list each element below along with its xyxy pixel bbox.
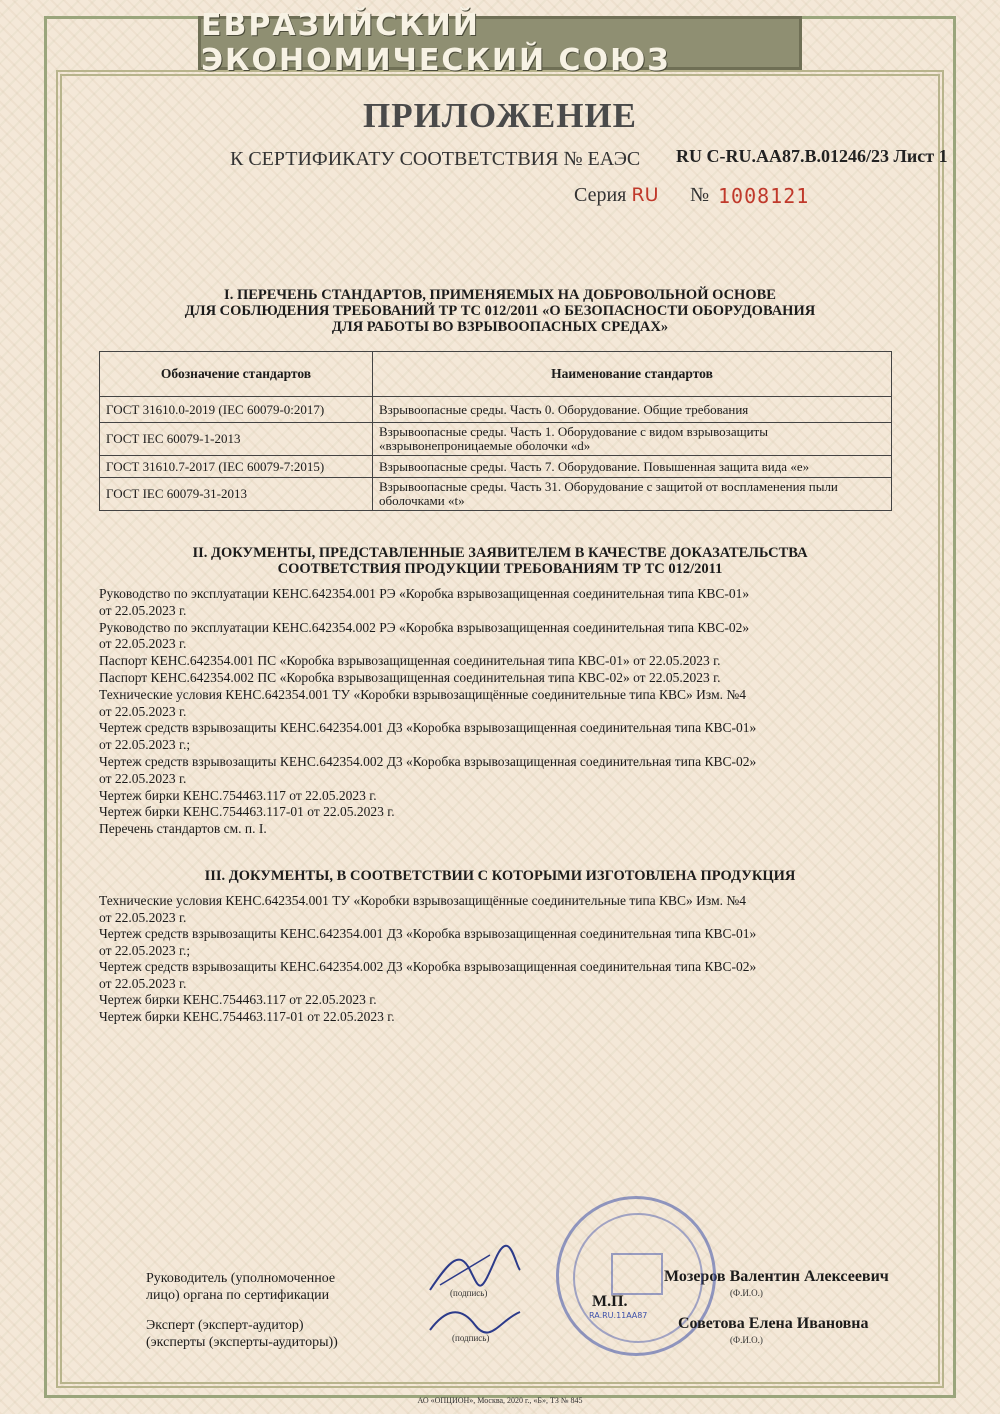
head-label-line1: Руководитель (уполномоченное <box>146 1271 336 1286</box>
header-designation: Обозначение стандартов <box>100 352 373 397</box>
table-cell-name: Взрывоопасные среды. Часть 0. Оборудование. Общие требования <box>373 397 892 423</box>
expert-label-line1: Эксперт (эксперт-аудитор) <box>146 1318 304 1333</box>
series-label: Серия <box>574 184 627 206</box>
document-line: Технические условия КЕНС.642354.001 ТУ «Коробки взрывозащищённые соединительные типа КВС» Изм. №4 <box>99 686 746 702</box>
expert-sign-caption: (подпись) <box>452 1333 490 1343</box>
table-header-row <box>100 352 892 397</box>
document-line: Чертеж средств взрывозащиты КЕНС.642354.001 Д3 «Коробка взрывозащищенная соединительная типа КВС-01» <box>99 926 757 941</box>
section2-title-line1: II. ДОКУМЕНТЫ, ПРЕДСТАВЛЕННЫЕ ЗАЯВИТЕЛЕМ В КАЧЕСТВЕ ДОКАЗАТЕЛЬСТВА <box>192 545 808 561</box>
table-cell-designation: ГОСТ 31610.7-2017 (IEC 60079-7:2015) <box>100 456 373 478</box>
eaeu-banner <box>198 8 802 78</box>
document-line: Чертеж бирки КЕНС.754463.117 от 22.05.2023 г. <box>99 787 377 803</box>
table-cell-designation: ГОСТ IEC 60079-1-2013 <box>100 423 373 456</box>
document-line: Чертеж бирки КЕНС.754463.117-01 от 22.05.2023 г. <box>99 804 395 820</box>
seal-text: RA.RU.11АА87 <box>589 1311 648 1320</box>
head-fio-caption: (Ф.И.О.) <box>730 1288 763 1298</box>
document-line: от 22.05.2023 г. <box>99 703 187 719</box>
table-cell-name: Взрывоопасные среды. Часть 7. Оборудование. Повышенная защита вида «e» <box>373 456 892 478</box>
table-row <box>100 397 892 423</box>
section3-title: III. ДОКУМЕНТЫ, В СООТВЕТСТВИИ С КОТОРЫМИ ИЗГОТОВЛЕНА ПРОДУКЦИЯ <box>204 868 796 884</box>
printer-footer: АО «ОПЦИОН», Москва, 2020 г., «Б», ТЗ № 845 <box>417 1396 583 1405</box>
document-line: Чертеж средств взрывозащиты КЕНС.642354.001 Д3 «Коробка взрывозащищенная соединительная типа КВС-01» <box>99 720 757 736</box>
document-line: Руководство по эксплуатации КЕНС.642354.002 РЭ «Коробка взрывозащищенная соединительная типа КВС-02» <box>99 619 750 635</box>
document-line: Технические условия КЕНС.642354.001 ТУ «Коробки взрывозащищённые соединительные типа КВС» Изм. №4 <box>99 893 746 908</box>
table-cell-name: Взрывоопасные среды. Часть 1. Оборудование с видом взрывозащиты «взрывонепроницаемые оболочки «d» <box>373 423 892 456</box>
table-row <box>100 456 892 478</box>
document-line: от 22.05.2023 г. <box>99 909 187 925</box>
document-line: Чертеж бирки КЕНС.754463.117 от 22.05.2023 г. <box>99 992 377 1007</box>
banner-text: ЕВРАЗИЙСКИЙ ЭКОНОМИЧЕСКИЙ СОЮЗ <box>201 8 671 78</box>
document-line: Паспорт КЕНС.642354.001 ПС «Коробка взрывозащищенная соединительная типа КВС-01» от 22.05.2023 г. <box>99 653 721 669</box>
document-line: Чертеж средств взрывозащиты КЕНС.642354.002 Д3 «Коробка взрывозащищенная соединительная типа КВС-02» <box>99 959 757 974</box>
page-title: ПРИЛОЖЕНИЕ <box>362 96 637 135</box>
document-line: Перечень стандартов см. п. I. <box>99 821 267 837</box>
expert-name: Советова Елена Ивановна <box>678 1315 869 1332</box>
series-value: RU <box>631 184 659 206</box>
document-line: Чертеж бирки КЕНС.754463.117-01 от 22.05.2023 г. <box>99 1008 395 1024</box>
series <box>574 184 658 207</box>
document-line: Паспорт КЕНС.642354.002 ПС «Коробка взрывозащищенная соединительная типа КВС-02» от 22.05.2023 г. <box>99 670 721 685</box>
section2-title-line2: СООТВЕТСТВИЯ ПРОДУКЦИИ ТРЕБОВАНИЯМ ТР ТС 012/2011 <box>277 561 723 577</box>
document-line: от 22.05.2023 г.; <box>99 737 191 753</box>
document-line: Руководство по эксплуатации КЕНС.642354.001 РЭ «Коробка взрывозащищенная соединительная типа КВС-01» <box>99 586 750 601</box>
cert-prefix: К СЕРТИФИКАТУ СООТВЕТСТВИЯ № ЕАЭС <box>230 148 641 170</box>
document-line: от 22.05.2023 г.; <box>99 942 191 958</box>
table-cell-designation: ГОСТ IEC 60079-31-2013 <box>100 478 373 511</box>
expert-label-line2: (эксперты (эксперты-аудиторы)) <box>146 1335 338 1350</box>
table-cell-designation: ГОСТ 31610.0-2019 (IEC 60079-0:2017) <box>100 397 373 423</box>
head-sign-caption: (подпись) <box>450 1288 488 1298</box>
head-name: Мозеров Валентин Алексеевич <box>664 1268 889 1285</box>
head-label-line2: лицо) органа по сертификации <box>146 1288 330 1303</box>
cert-number: RU C-RU.AA87.B.01246/23 Лист 1 <box>676 146 948 166</box>
table-row <box>100 423 892 456</box>
document-line: от 22.05.2023 г. <box>99 602 187 618</box>
table-row <box>100 478 892 511</box>
section1-title-line2: ДЛЯ СОБЛЮДЕНИЯ ТРЕБОВАНИЙ ТР ТС 012/2011 «О БЕЗОПАСНОСТИ ОБОРУДОВАНИЯ <box>184 303 816 319</box>
document-line: от 22.05.2023 г. <box>99 636 187 652</box>
number-value: 1008121 <box>718 184 810 208</box>
document-line: от 22.05.2023 г. <box>99 770 187 786</box>
document-line: от 22.05.2023 г. <box>99 975 187 991</box>
header-name: Наименование стандартов <box>373 352 892 397</box>
stamp-place-mark: М.П. <box>592 1293 628 1310</box>
section1-title-line3: ДЛЯ РАБОТЫ ВО ВЗРЫВООПАСНЫХ СРЕДАХ» <box>331 319 669 335</box>
number-label: № <box>690 184 710 206</box>
expert-fio-caption: (Ф.И.О.) <box>730 1335 763 1345</box>
document-line: Чертеж средств взрывозащиты КЕНС.642354.002 Д3 «Коробка взрывозащищенная соединительная типа КВС-02» <box>99 754 757 769</box>
table-cell-name: Взрывоопасные среды. Часть 31. Оборудование с защитой от воспламенения пыли оболочками «t» <box>373 478 892 511</box>
section1-title-line1: I. ПЕРЕЧЕНЬ СТАНДАРТОВ, ПРИМЕНЯЕМЫХ НА ДОБРОВОЛЬНОЙ ОСНОВЕ <box>224 287 776 303</box>
standards-table <box>99 351 892 511</box>
